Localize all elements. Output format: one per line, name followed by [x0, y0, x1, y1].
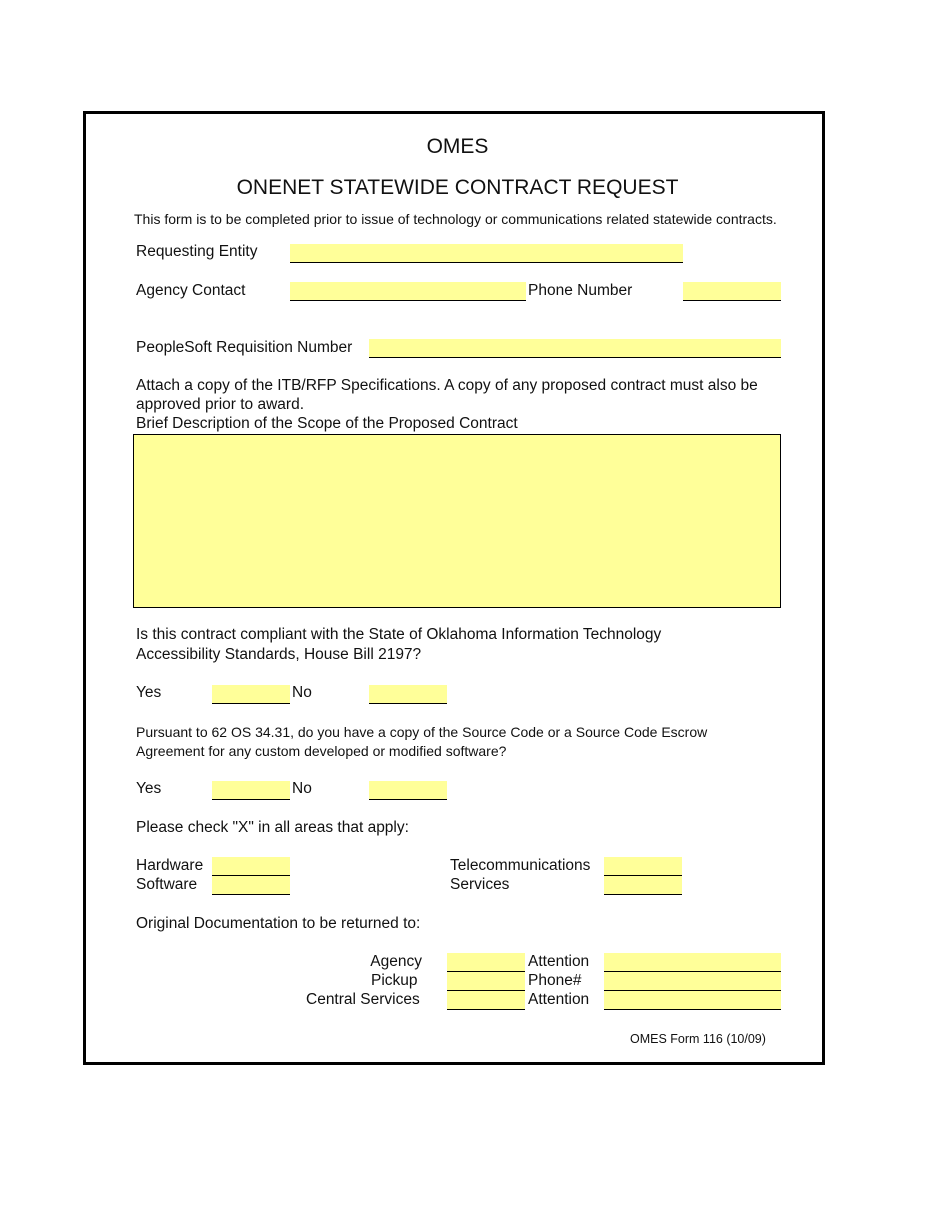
- scope-label: Brief Description of the Scope of the Proposed Contract: [136, 415, 518, 432]
- agency-field[interactable]: [447, 953, 525, 972]
- accessibility-line-1: Is this contract compliant with the State of Oklahoma Information Technology: [136, 626, 662, 643]
- requesting-entity-label: Requesting Entity: [136, 243, 258, 260]
- source-code-no-label: No: [292, 780, 312, 797]
- org-title: OMES: [426, 135, 489, 158]
- phone-number-field[interactable]: [683, 282, 781, 301]
- telecom-label: Telecommunications: [450, 857, 591, 874]
- source-code-yes-label: Yes: [136, 780, 162, 797]
- attention-1-label: Attention: [528, 953, 590, 970]
- scope-description-field[interactable]: [133, 434, 781, 608]
- agency-contact-label: Agency Contact: [136, 282, 246, 299]
- software-label: Software: [136, 876, 198, 893]
- source-code-yes-field[interactable]: [212, 781, 290, 800]
- check-prompt: Please check "X" in all areas that apply:: [136, 819, 409, 836]
- attach-line-2: approved prior to award.: [136, 396, 305, 413]
- agency-contact-field[interactable]: [290, 282, 526, 301]
- phone-field[interactable]: [604, 972, 781, 991]
- attention-1-field[interactable]: [604, 953, 781, 972]
- accessibility-no-label: No: [292, 684, 312, 701]
- pickup-label: Pickup: [371, 972, 418, 989]
- software-field[interactable]: [212, 876, 290, 895]
- return-prompt: Original Documentation to be returned to:: [136, 915, 421, 932]
- services-field[interactable]: [604, 876, 682, 895]
- services-label: Services: [450, 876, 510, 893]
- form-id: OMES Form 116 (10/09): [630, 1032, 766, 1046]
- central-services-field[interactable]: [447, 991, 525, 1010]
- central-services-label: Central Services: [306, 991, 420, 1008]
- peoplesoft-label: PeopleSoft Requisition Number: [136, 339, 353, 356]
- instructions: This form is to be completed prior to issue of technology or communications related statewide contracts.: [134, 211, 777, 227]
- phone-number-label: Phone Number: [528, 282, 633, 299]
- source-code-line-2: Agreement for any custom developed or modified software?: [136, 743, 507, 759]
- requesting-entity-field[interactable]: [290, 244, 683, 263]
- accessibility-yes-label: Yes: [136, 684, 162, 701]
- hardware-field[interactable]: [212, 857, 290, 876]
- accessibility-line-2: Accessibility Standards, House Bill 2197?: [136, 646, 422, 663]
- source-code-line-1: Pursuant to 62 OS 34.31, do you have a copy of the Source Code or a Source Code Escrow: [136, 724, 708, 740]
- accessibility-yes-field[interactable]: [212, 685, 290, 704]
- phone-label: Phone#: [528, 972, 582, 989]
- source-code-no-field[interactable]: [369, 781, 447, 800]
- agency-label: Agency: [370, 953, 422, 970]
- pickup-field[interactable]: [447, 972, 525, 991]
- attention-2-label: Attention: [528, 991, 590, 1008]
- attach-line-1: Attach a copy of the ITB/RFP Specifications. A copy of any proposed contract must also be: [136, 377, 758, 394]
- form-title: ONENET STATEWIDE CONTRACT REQUEST: [236, 176, 679, 199]
- attention-2-field[interactable]: [604, 991, 781, 1010]
- telecom-field[interactable]: [604, 857, 682, 876]
- hardware-label: Hardware: [136, 857, 204, 874]
- accessibility-no-field[interactable]: [369, 685, 447, 704]
- peoplesoft-field[interactable]: [369, 339, 781, 358]
